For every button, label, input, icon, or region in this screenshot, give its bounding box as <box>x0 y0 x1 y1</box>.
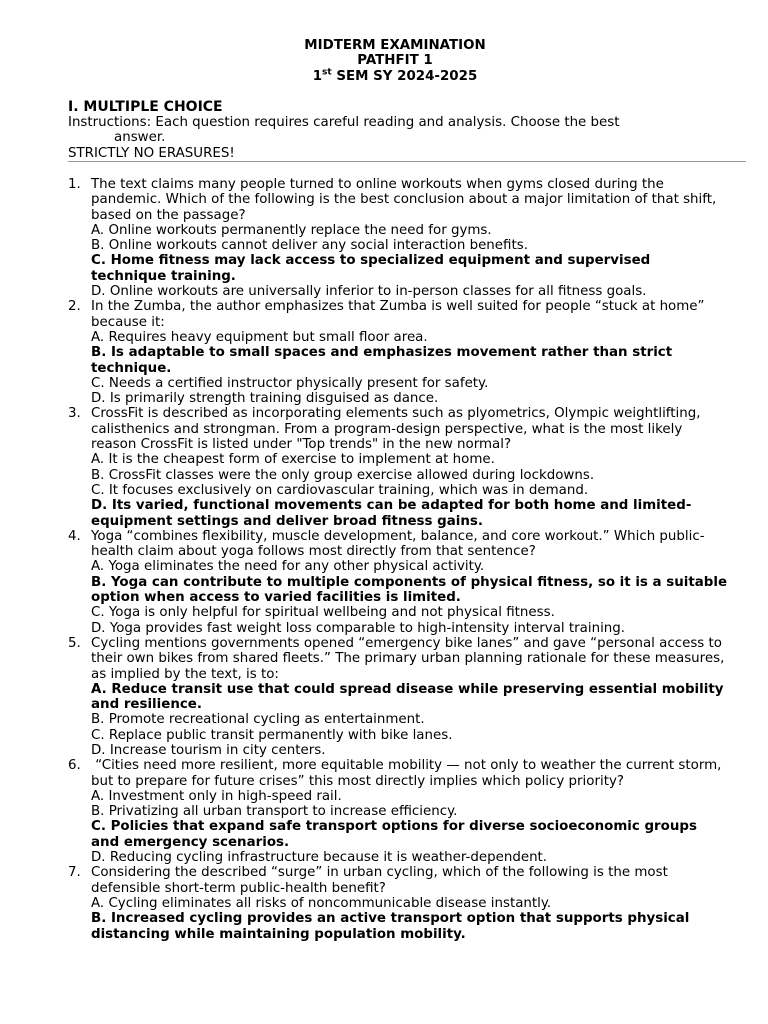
answer-option: D. Increase tourism in city centers. <box>91 742 326 758</box>
semester-school-year: SEM SY 2024-2025 <box>331 68 478 84</box>
question-item <box>68 758 728 865</box>
answer-option: D. Is primarily strength training disguised as dance. <box>91 391 439 407</box>
question-number: 6. <box>68 758 81 774</box>
answer-option: D. Yoga provides fast weight loss comparable to high-intensity interval training. <box>91 620 626 636</box>
question-item <box>68 299 728 406</box>
question-text: CrossFit is described as incorporating elements such as plyometrics, Olympic weightlifting, calisthenics and strongman. From a program-design perspective, what is the most likely reason CrossFit is listed under "Top trends" in the new normal? <box>91 406 701 453</box>
answer-option-correct: B. Yoga can contribute to multiple components of physical fitness, so it is a suitable option when access to varied facilities is limited. <box>91 574 728 606</box>
no-erasures-warning: STRICTLY NO ERASURES! <box>68 145 235 161</box>
section-multiple-choice <box>68 99 748 162</box>
answer-option: C. It focuses exclusively on cardiovascular training, which was in demand. <box>91 482 589 498</box>
answer-option: D. Reducing cycling infrastructure because it is weather-dependent. <box>91 850 548 866</box>
answer-option: A. Requires heavy equipment but small floor area. <box>91 329 428 345</box>
answer-option: A. Online workouts permanently replace the need for gyms. <box>91 222 492 238</box>
question-text: In the Zumba, the author emphasizes that Zumba is well suited for people “stuck at home” because it: <box>91 299 705 330</box>
section-divider <box>68 161 746 162</box>
exam-title: MIDTERM EXAMINATION <box>304 38 486 53</box>
question-item <box>68 177 728 299</box>
semester-line <box>0 69 768 84</box>
instructions <box>68 115 748 146</box>
question-item <box>68 636 728 758</box>
question-item <box>68 865 728 941</box>
question-number: 4. <box>68 528 81 544</box>
answer-option: A. It is the cheapest form of exercise to implement at home. <box>91 452 495 468</box>
question-number: 2. <box>68 299 81 315</box>
answer-option: C. Yoga is only helpful for spiritual wellbeing and not physical fitness. <box>91 605 555 621</box>
answer-option-correct: B. Is adaptable to small spaces and emphasizes movement rather than strict technique. <box>91 345 673 376</box>
instructions-lead: Instructions: Each question requires careful reading and analysis. Choose the best <box>68 115 620 130</box>
answer-option: C. Needs a certified instructor physically present for safety. <box>91 375 489 391</box>
answer-option: B. Privatizing all urban transport to increase efficiency. <box>91 804 458 820</box>
question-text: The text claims many people turned to online workouts when gyms closed during the pandemic. Which of the following is the best conclusion about a major limitation of that shift, based on the passage? <box>91 177 717 223</box>
section-title: I. MULTIPLE CHOICE <box>68 99 223 115</box>
question-item <box>68 529 728 636</box>
semester-number: 1 <box>312 68 323 84</box>
question-number: 3. <box>68 406 81 422</box>
question-list <box>68 177 728 942</box>
course-name: PATHFIT 1 <box>357 53 433 69</box>
answer-option-correct: C. Policies that expand safe transport options for diverse socioeconomic groups and emergency scenarios. <box>91 819 697 850</box>
answer-option: A. Cycling eliminates all risks of noncommunicable disease instantly. <box>91 895 552 911</box>
answer-option: B. Online workouts cannot deliver any social interaction benefits. <box>91 238 528 254</box>
answer-option-correct: B. Increased cycling provides an active transport option that supports physical distancing while maintaining population mobility. <box>91 911 690 942</box>
answer-option: B. Promote recreational cycling as entertainment. <box>91 712 425 728</box>
question-text: Yoga “combines flexibility, muscle development, balance, and core workout.” Which public-health claim about yoga follows most directly from that sentence? <box>91 528 705 560</box>
answer-option: A. Investment only in high-speed rail. <box>91 788 342 804</box>
semester-ordinal: st <box>322 67 332 78</box>
question-item <box>68 406 728 528</box>
question-number: 1. <box>68 177 81 192</box>
exam-header <box>0 38 768 84</box>
question-number: 7. <box>68 865 81 881</box>
question-number: 5. <box>68 635 81 651</box>
answer-option-correct: C. Home fitness may lack access to specialized equipment and supervised technique training. <box>91 253 651 284</box>
answer-option-correct: D. Its varied, functional movements can be adapted for both home and limited-equipment settings and deliver broad fitness gains. <box>91 498 692 529</box>
question-text: “Cities need more resilient, more equitable mobility — not only to weather the current storm, but to prepare for future crises” this most directly implies which policy priority? <box>91 758 726 789</box>
answer-option: A. Yoga eliminates the need for any other physical activity. <box>91 559 485 575</box>
question-text: Considering the described “surge” in urban cycling, which of the following is the most defensible short-term public-health benefit? <box>91 865 668 896</box>
answer-option-correct: A. Reduce transit use that could spread disease while preserving essential mobility and resilience. <box>91 681 724 713</box>
answer-option: B. CrossFit classes were the only group exercise allowed during lockdowns. <box>91 467 595 483</box>
question-text: Cycling mentions governments opened “emergency bike lanes” and gave “personal access to their own bikes from shared fleets.” The primary urban planning rationale for these measures, as implied by the text, is to: <box>91 635 725 682</box>
answer-option: D. Online workouts are universally inferior to in-person classes for all fitness goals. <box>91 284 647 300</box>
instructions-tail: answer. <box>114 130 166 146</box>
answer-option: C. Replace public transit permanently with bike lanes. <box>91 727 453 743</box>
